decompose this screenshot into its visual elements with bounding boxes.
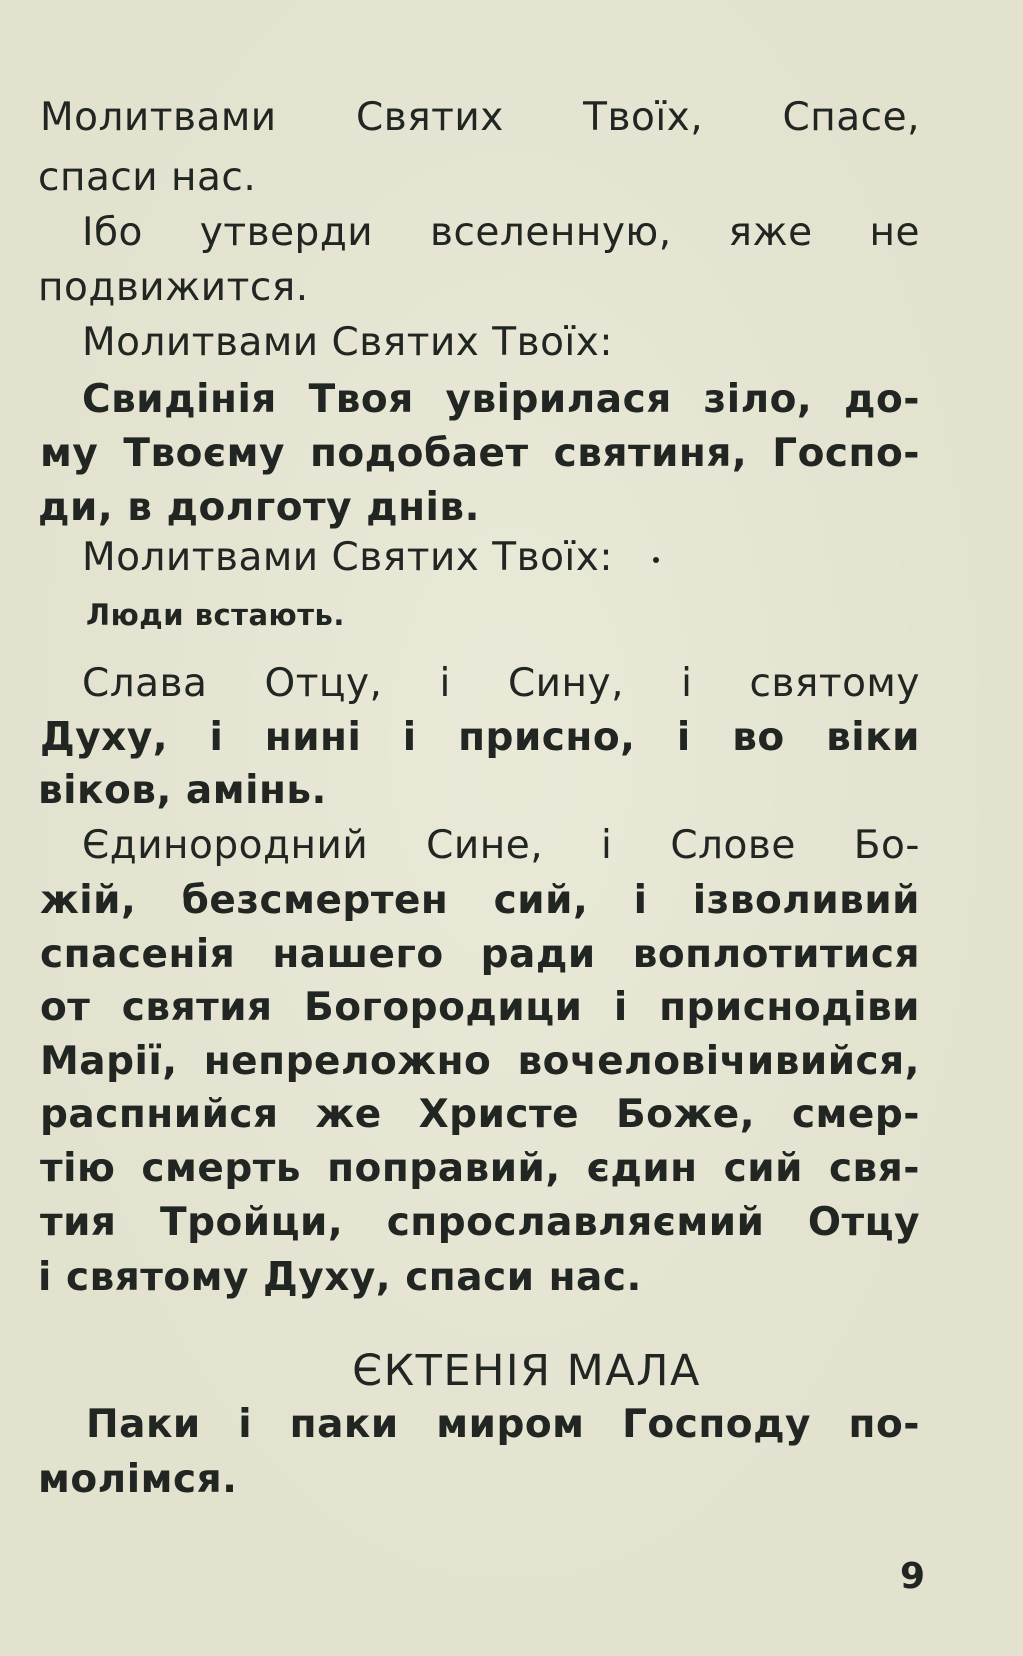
text-line: подвижится. — [38, 265, 309, 310]
text-line: Молитвами Святих Твоїх: — [82, 538, 659, 577]
rubric-note: Люди встають. — [86, 598, 345, 632]
page-number: 9 — [900, 1556, 926, 1597]
text-line: распнийся же Христе Боже, смер- — [40, 1092, 920, 1137]
text-line: Слава Отцу, і Сину, і святому — [82, 661, 920, 706]
text-line: жій, безсмертен сий, і ізволивий — [40, 878, 920, 923]
text-line: молімся. — [38, 1457, 238, 1502]
text-line: спасенія нашего ради воплотитися — [40, 932, 920, 977]
section-heading: ЄКТЕНІЯ МАЛА — [352, 1346, 701, 1396]
text-line: тію смерть поправий, єдин сий свя- — [40, 1146, 920, 1191]
text-line: Духу, і нині і присно, і во віки — [40, 715, 920, 760]
text-line: ди, в долготу днів. — [38, 485, 480, 530]
text-line: і святому Духу, спаси нас. — [38, 1255, 642, 1300]
text-line: Свидінія Твоя увірилася зіло, до- — [82, 377, 920, 422]
text-line: от святия Богородици і приснодіви — [40, 985, 920, 1030]
bullet-dot-icon — [653, 557, 659, 563]
text-line: тия Тройци, спрославляємий Отцу — [40, 1200, 920, 1245]
text-line: Ібо утверди вселенную, яже не — [82, 210, 920, 255]
text-line: Паки і паки миром Господу по- — [86, 1402, 920, 1447]
text-line: Єдинородний Сине, і Слове Бо- — [82, 823, 920, 868]
text-line: віков, амінь. — [38, 768, 327, 813]
text-line: му Твоєму подобает святиня, Госпо- — [40, 431, 920, 476]
text-line: спаси нас. — [38, 155, 257, 200]
text-line: Молитвами Святих Твоїх: — [82, 320, 613, 365]
text-line: Марії, непреложно вочеловічивийся, — [40, 1039, 920, 1084]
text-line: Молитвами Святих Твоїх, Спасе, — [40, 95, 920, 140]
